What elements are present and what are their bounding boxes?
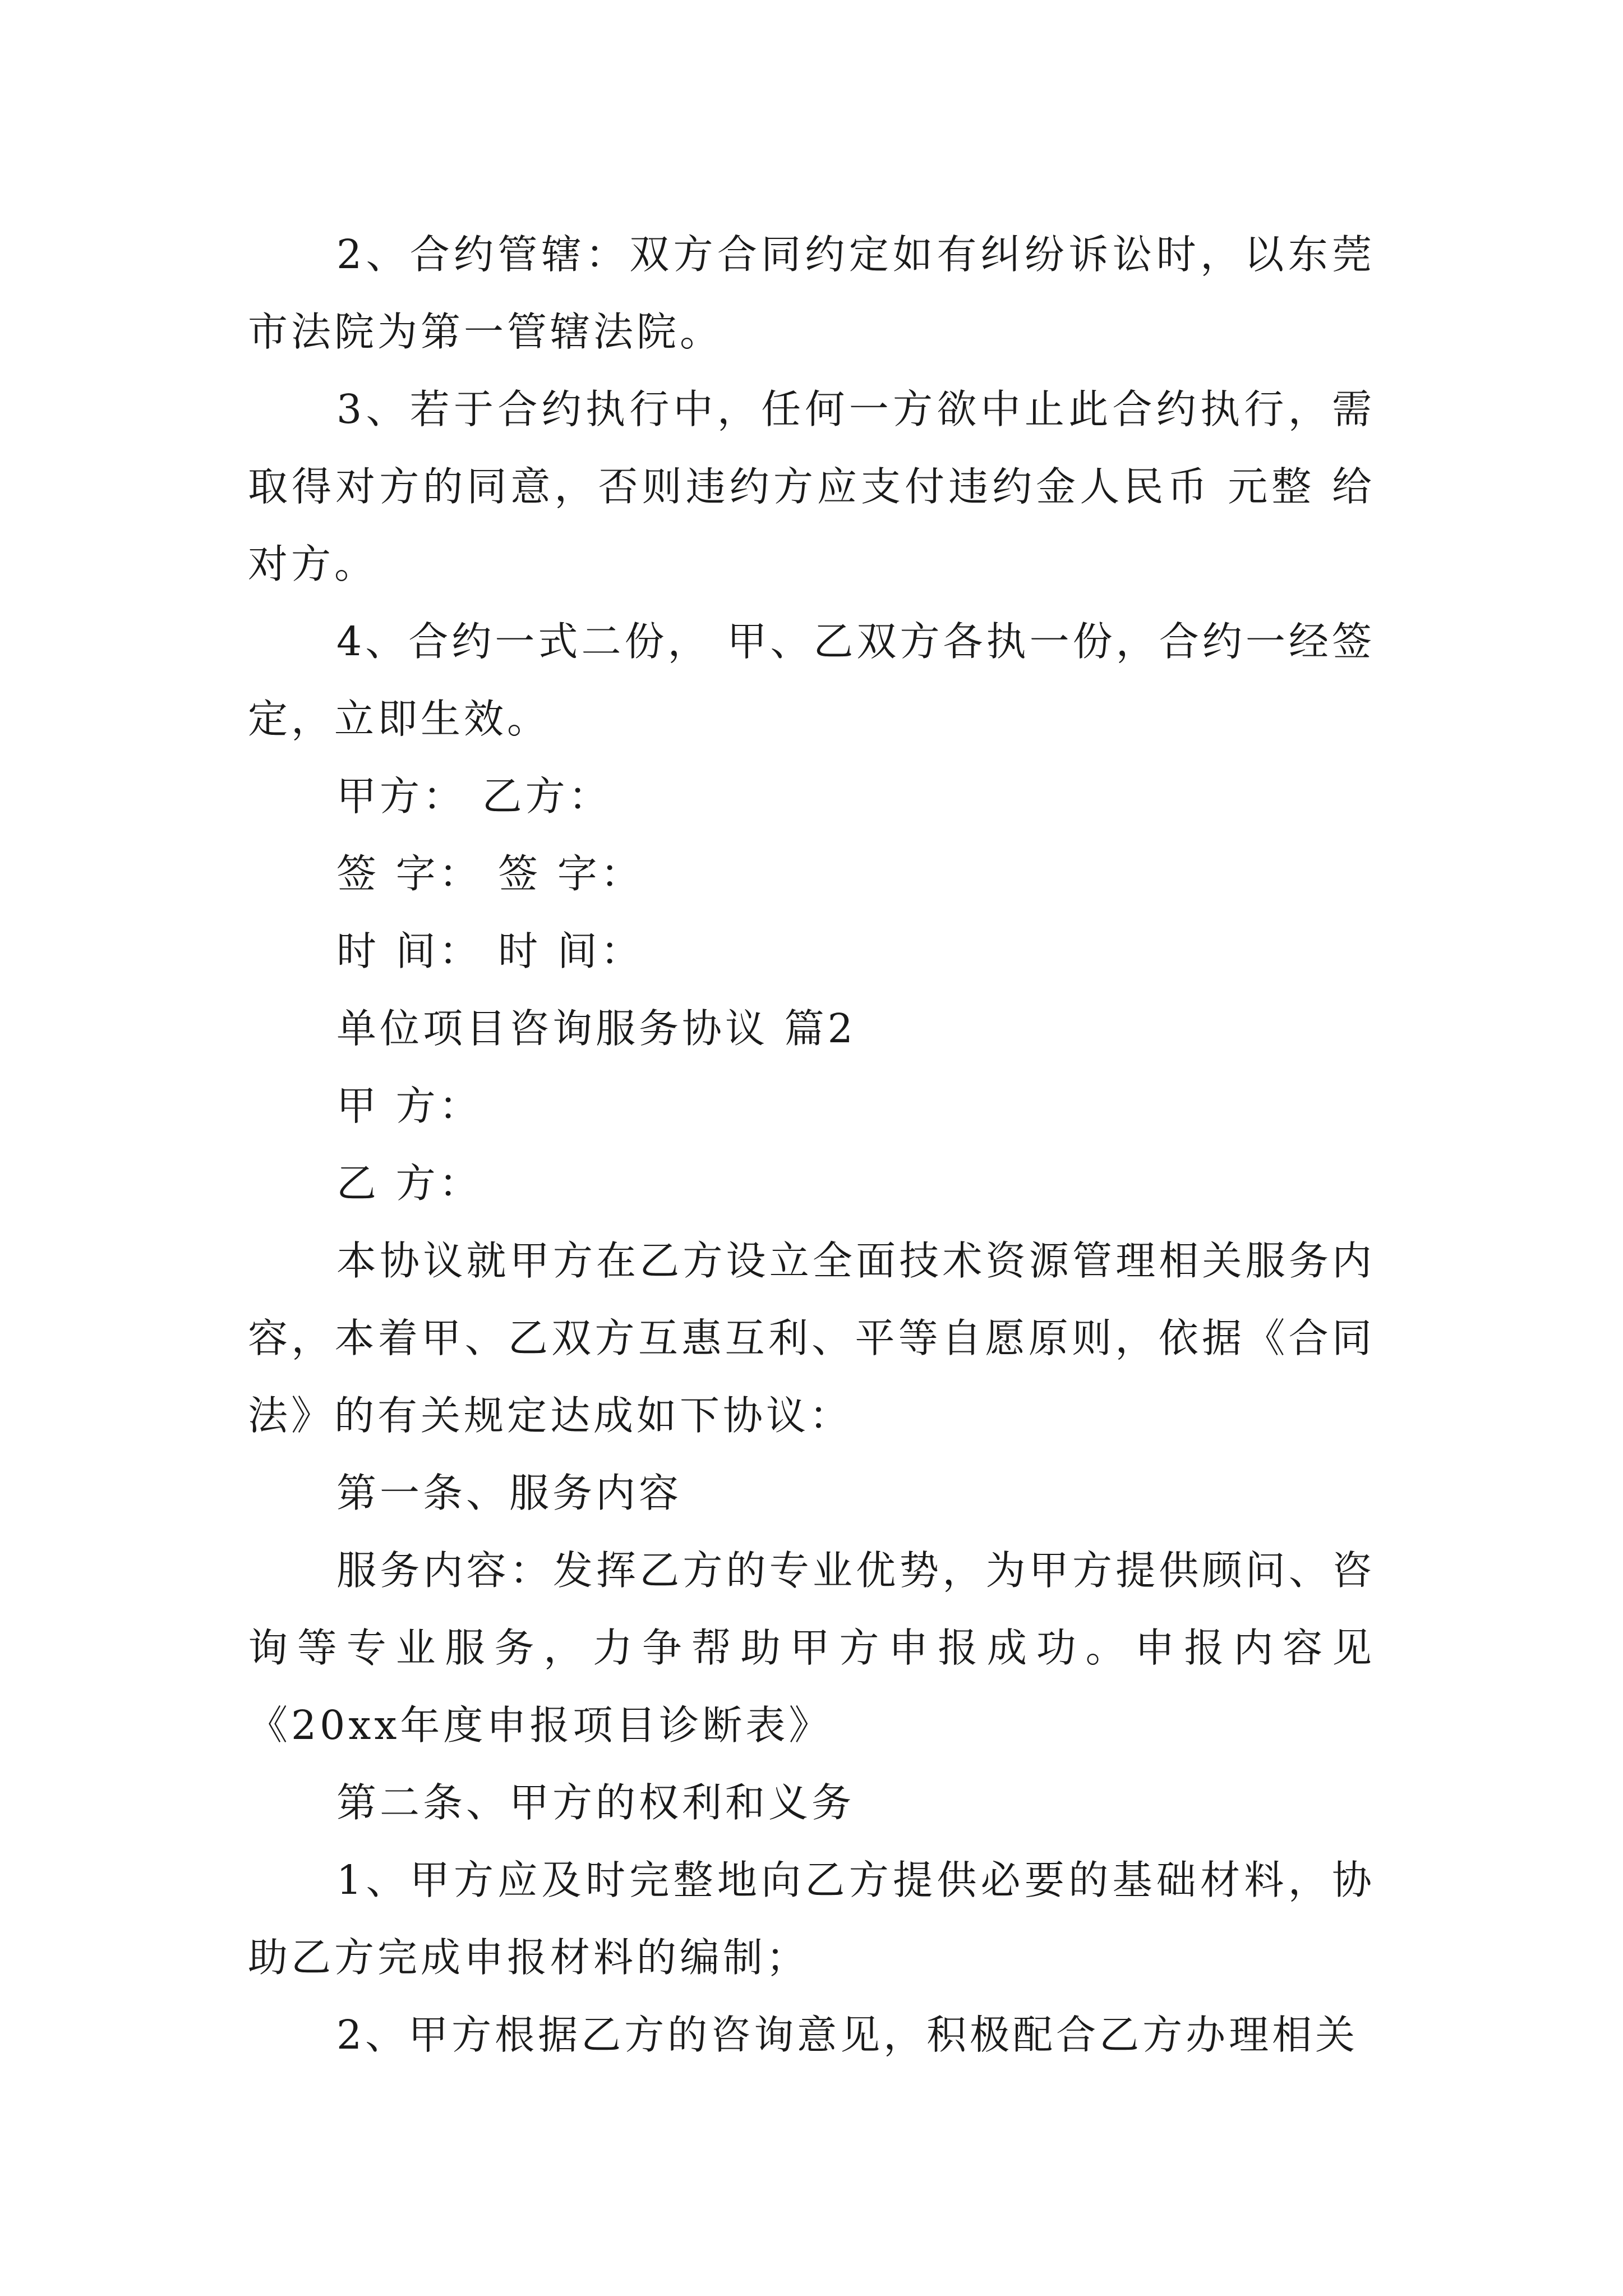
signature-date: 时 间： 时 间： [336,928,644,974]
section-title: 单位项目咨询服务协议 篇2 [336,1005,856,1052]
clause-copies: 4、合约一式二份， 甲、乙双方各执一份，合约一经签定，立即生效。 [248,618,1375,742]
service-content: 服务内容：发挥乙方的专业优势，为甲方提供顾问、咨询等专业服务，力争帮助甲方申报成功。申报内容见《20xx年度申报项目诊断表》 [248,1547,1375,1749]
agreement-preamble: 本协议就甲方在乙方设立全面技术资源管理相关服务内容，本着甲、乙双方互惠互利、平等自愿原则，依据《合同法》的有关规定达成如下协议： [248,1237,1375,1439]
article-1-heading: 第一条、服务内容 [336,1470,683,1516]
party-a-duty-1: 1、甲方应及时完整地向乙方提供必要的基础材料，协助乙方完成申报材料的编制； [248,1857,1375,1981]
party-a-label: 甲 方： [336,1083,482,1129]
signature-sign: 签 字： 签 字： [336,850,644,897]
party-a-duty-2: 2、甲方根据乙方的咨询意见，积极配合乙方办理相关 [336,2012,1359,2058]
clause-termination: 3、若于合约执行中，任何一方欲中止此合约执行，需取得对方的同意，否则违约方应支付违约金人民币 元整 给对方。 [248,386,1375,587]
signature-parties: 甲方： 乙方： [336,773,612,820]
document-body [248,216,1375,2074]
party-b-label: 乙 方： [336,1160,482,1207]
clause-jurisdiction: 2、合约管辖：双方合同约定如有纠纷诉讼时，以东莞市法院为第一管辖法院。 [248,231,1375,355]
article-2-heading: 第二条、甲方的权利和义务 [336,1779,855,1826]
